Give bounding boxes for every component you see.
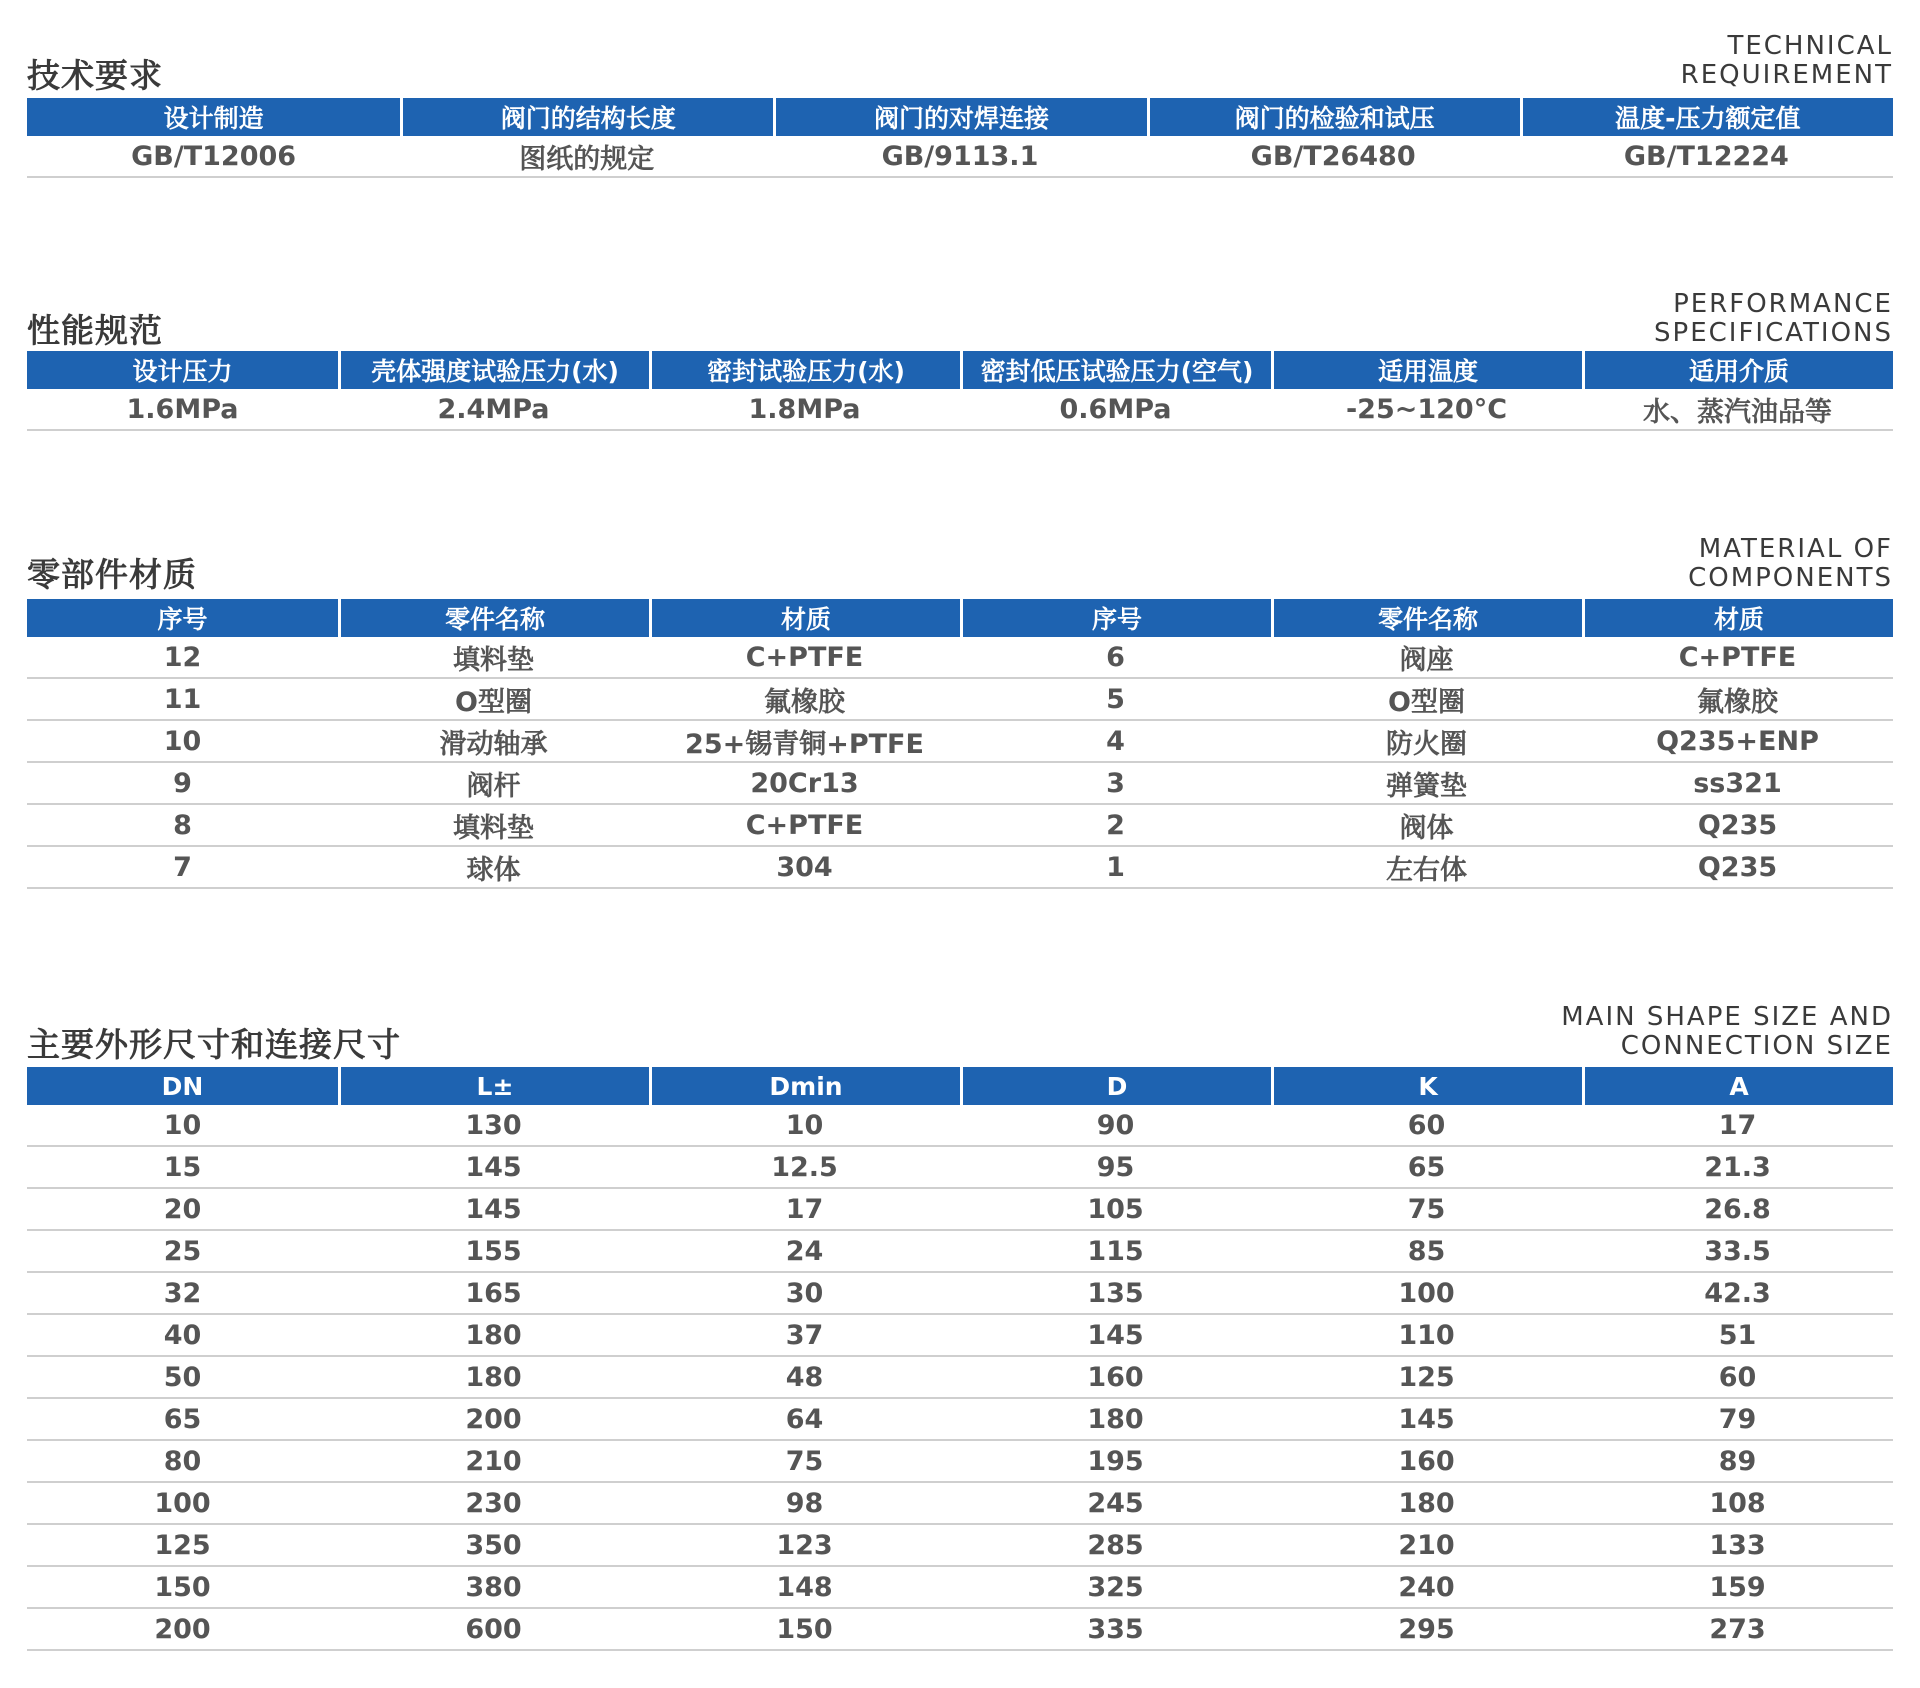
table-cell: 0.6MPa: [960, 389, 1271, 431]
table-cell: 304: [649, 847, 960, 889]
table-cell: 210: [338, 1441, 649, 1483]
section-title-en-line1: MATERIAL OF: [1698, 534, 1893, 564]
header-cell: A: [1582, 1067, 1893, 1105]
table-cell: 26.8: [1582, 1189, 1893, 1231]
section-title-zh: 主要外形尺寸和连接尺寸: [27, 1025, 401, 1064]
table-cell: C+PTFE: [649, 637, 960, 679]
table-row: [27, 1105, 1893, 1147]
header-cell: 适用温度: [1271, 351, 1582, 389]
table-cell: 图纸的规定: [400, 136, 773, 178]
table-header-row: [27, 599, 1893, 637]
table-cell: 8: [27, 805, 338, 847]
material-table-body: [27, 637, 1893, 889]
table-cell: 12: [27, 637, 338, 679]
table-cell: Q235: [1582, 847, 1893, 889]
table-cell: 295: [1271, 1609, 1582, 1651]
table-cell: 32: [27, 1273, 338, 1315]
header-cell: 密封低压试验压力(空气): [960, 351, 1271, 389]
table-row: [27, 1609, 1893, 1651]
table-cell: 180: [1271, 1483, 1582, 1525]
table-cell: 125: [27, 1525, 338, 1567]
section-title-en-line2: REQUIREMENT: [1680, 60, 1893, 90]
table-cell: 氟橡胶: [649, 679, 960, 721]
table-cell: 滑动轴承: [338, 721, 649, 763]
table-row: [27, 136, 1893, 178]
table-cell: 65: [1271, 1147, 1582, 1189]
header-cell: 材质: [1582, 599, 1893, 637]
table-cell: 10: [649, 1105, 960, 1147]
table-cell: 2.4MPa: [338, 389, 649, 431]
table-cell: Q235+ENP: [1582, 721, 1893, 763]
table-row: [27, 763, 1893, 805]
header-cell: 序号: [27, 599, 338, 637]
header-cell: 密封试验压力(水): [649, 351, 960, 389]
table-cell: 5: [960, 679, 1271, 721]
table-cell: 阀杆: [338, 763, 649, 805]
header-cell: 适用介质: [1582, 351, 1893, 389]
section-title-en-line2: COMPONENTS: [1688, 563, 1893, 593]
table-cell: 145: [960, 1315, 1271, 1357]
section-title-en: [1688, 535, 1893, 593]
table-cell: 25+锡青铜+PTFE: [649, 721, 960, 763]
table-cell: GB/T12224: [1520, 136, 1893, 178]
table-cell: 阀座: [1271, 637, 1582, 679]
header-cell: 阀门的检验和试压: [1147, 98, 1520, 136]
section-title-en-line2: SPECIFICATIONS: [1654, 318, 1893, 348]
table-cell: 380: [338, 1567, 649, 1609]
table-cell: 150: [27, 1567, 338, 1609]
table-cell: 135: [960, 1273, 1271, 1315]
table-cell: 弹簧垫: [1271, 763, 1582, 805]
table-cell: C+PTFE: [1582, 637, 1893, 679]
table-row: [27, 679, 1893, 721]
table-cell: O型圈: [1271, 679, 1582, 721]
table-cell: 21.3: [1582, 1147, 1893, 1189]
table-cell: 填料垫: [338, 637, 649, 679]
table-cell: 75: [1271, 1189, 1582, 1231]
table-row: [27, 847, 1893, 889]
header-cell: 壳体强度试验压力(水): [338, 351, 649, 389]
table-cell: 180: [338, 1315, 649, 1357]
performance-specifications-table: [27, 351, 1893, 431]
table-cell: 130: [338, 1105, 649, 1147]
table-header-row: [27, 98, 1893, 136]
table-row: [27, 389, 1893, 431]
table-cell: 20Cr13: [649, 763, 960, 805]
table-cell: 89: [1582, 1441, 1893, 1483]
header-cell: 序号: [960, 599, 1271, 637]
table-cell: 64: [649, 1399, 960, 1441]
table-cell: 75: [649, 1441, 960, 1483]
table-cell: 95: [960, 1147, 1271, 1189]
header-cell: L±: [338, 1067, 649, 1105]
dims-table-body: [27, 1105, 1893, 1651]
table-header-row: [27, 351, 1893, 389]
table-cell: 90: [960, 1105, 1271, 1147]
table-cell: 125: [1271, 1357, 1582, 1399]
table-cell: 123: [649, 1525, 960, 1567]
table-row: [27, 1567, 1893, 1609]
table-cell: 148: [649, 1567, 960, 1609]
header-cell: 阀门的结构长度: [400, 98, 773, 136]
main-shape-size-table: [27, 1067, 1893, 1651]
table-cell: Q235: [1582, 805, 1893, 847]
table-cell: 100: [1271, 1273, 1582, 1315]
table-row: [27, 1231, 1893, 1273]
table-cell: 球体: [338, 847, 649, 889]
table-cell: 133: [1582, 1525, 1893, 1567]
table-cell: 600: [338, 1609, 649, 1651]
table-cell: 33.5: [1582, 1231, 1893, 1273]
table-cell: 30: [649, 1273, 960, 1315]
table-cell: 160: [960, 1357, 1271, 1399]
section-title-en-line1: MAIN SHAPE SIZE AND: [1561, 1002, 1893, 1032]
table-row: [27, 637, 1893, 679]
table-cell: 200: [27, 1609, 338, 1651]
table-cell: 240: [1271, 1567, 1582, 1609]
table-cell: 230: [338, 1483, 649, 1525]
table-cell: -25~120°C: [1271, 389, 1582, 431]
table-row: [27, 1315, 1893, 1357]
table-cell: 145: [338, 1147, 649, 1189]
table-row: [27, 1399, 1893, 1441]
table-cell: 37: [649, 1315, 960, 1357]
header-cell: D: [960, 1067, 1271, 1105]
table-cell: 1.6MPa: [27, 389, 338, 431]
table-cell: 51: [1582, 1315, 1893, 1357]
table-row: [27, 1273, 1893, 1315]
table-cell: 65: [27, 1399, 338, 1441]
table-cell: 17: [1582, 1105, 1893, 1147]
table-cell: 10: [27, 1105, 338, 1147]
table-cell: 氟橡胶: [1582, 679, 1893, 721]
table-cell: 180: [960, 1399, 1271, 1441]
section-title-en: [1561, 1003, 1893, 1061]
section-title-zh: 零部件材质: [27, 555, 197, 594]
table-row: [27, 1483, 1893, 1525]
table-cell: 79: [1582, 1399, 1893, 1441]
table-row: [27, 1357, 1893, 1399]
table-cell: 4: [960, 721, 1271, 763]
header-cell: 温度-压力额定值: [1520, 98, 1893, 136]
table-cell: 20: [27, 1189, 338, 1231]
table-row: [27, 805, 1893, 847]
header-cell: 设计压力: [27, 351, 338, 389]
table-cell: 115: [960, 1231, 1271, 1273]
table-cell: C+PTFE: [649, 805, 960, 847]
section-title-en: [1681, 32, 1893, 90]
section-title-en-line1: PERFORMANCE: [1673, 289, 1893, 319]
table-cell: 180: [338, 1357, 649, 1399]
table-cell: 填料垫: [338, 805, 649, 847]
table-cell: 110: [1271, 1315, 1582, 1357]
table-row: [27, 1441, 1893, 1483]
header-cell: 设计制造: [27, 98, 400, 136]
table-cell: 160: [1271, 1441, 1582, 1483]
header-cell: 阀门的对焊连接: [773, 98, 1146, 136]
header-cell: 零件名称: [338, 599, 649, 637]
table-cell: 17: [649, 1189, 960, 1231]
material-of-components-table: [27, 599, 1893, 889]
table-cell: 200: [338, 1399, 649, 1441]
table-cell: 98: [649, 1483, 960, 1525]
table-cell: 210: [1271, 1525, 1582, 1567]
technical-requirement-table: [27, 98, 1893, 178]
table-cell: 3: [960, 763, 1271, 805]
section-title-zh: 性能规范: [27, 311, 163, 350]
header-cell: 材质: [649, 599, 960, 637]
table-cell: 7: [27, 847, 338, 889]
table-header-row: [27, 1067, 1893, 1105]
table-cell: 150: [649, 1609, 960, 1651]
table-cell: 60: [1271, 1105, 1582, 1147]
section-title-zh: 技术要求: [27, 56, 163, 95]
table-row: [27, 1189, 1893, 1231]
table-cell: 108: [1582, 1483, 1893, 1525]
section-title-en: [1654, 290, 1893, 348]
table-cell: 155: [338, 1231, 649, 1273]
table-cell: GB/T26480: [1147, 136, 1520, 178]
header-cell: 零件名称: [1271, 599, 1582, 637]
table-cell: 165: [338, 1273, 649, 1315]
table-cell: 105: [960, 1189, 1271, 1231]
table-cell: 350: [338, 1525, 649, 1567]
table-cell: 1.8MPa: [649, 389, 960, 431]
header-cell: Dmin: [649, 1067, 960, 1105]
table-cell: 40: [27, 1315, 338, 1357]
table-cell: 325: [960, 1567, 1271, 1609]
table-cell: ss321: [1582, 763, 1893, 805]
table-cell: 1: [960, 847, 1271, 889]
section-main-shape-size: [27, 1003, 1893, 1673]
table-cell: 15: [27, 1147, 338, 1189]
table-cell: GB/9113.1: [773, 136, 1146, 178]
section-title-en-line2: CONNECTION SIZE: [1620, 1031, 1893, 1061]
table-cell: 50: [27, 1357, 338, 1399]
table-cell: 159: [1582, 1567, 1893, 1609]
table-cell: 6: [960, 637, 1271, 679]
table-cell: 24: [649, 1231, 960, 1273]
table-cell: 48: [649, 1357, 960, 1399]
section-title-en-line1: TECHNICAL: [1727, 31, 1893, 61]
table-cell: 10: [27, 721, 338, 763]
table-cell: 145: [1271, 1399, 1582, 1441]
table-cell: O型圈: [338, 679, 649, 721]
table-cell: 防火圈: [1271, 721, 1582, 763]
header-cell: DN: [27, 1067, 338, 1105]
table-cell: 12.5: [649, 1147, 960, 1189]
table-row: [27, 1525, 1893, 1567]
table-cell: 245: [960, 1483, 1271, 1525]
table-cell: 25: [27, 1231, 338, 1273]
table-cell: 100: [27, 1483, 338, 1525]
table-cell: 阀体: [1271, 805, 1582, 847]
table-cell: 80: [27, 1441, 338, 1483]
section-performance-specifications: [27, 290, 1893, 440]
table-cell: 60: [1582, 1357, 1893, 1399]
table-cell: 195: [960, 1441, 1271, 1483]
table-cell: 335: [960, 1609, 1271, 1651]
table-cell: 11: [27, 679, 338, 721]
table-cell: GB/T12006: [27, 136, 400, 178]
table-cell: 水、蒸汽油品等: [1582, 389, 1893, 431]
table-cell: 273: [1582, 1609, 1893, 1651]
header-cell: K: [1271, 1067, 1582, 1105]
table-cell: 左右体: [1271, 847, 1582, 889]
table-row: [27, 721, 1893, 763]
table-cell: 85: [1271, 1231, 1582, 1273]
table-cell: 9: [27, 763, 338, 805]
table-row: [27, 1147, 1893, 1189]
section-technical-requirement: [27, 32, 1893, 192]
table-cell: 42.3: [1582, 1273, 1893, 1315]
table-cell: 145: [338, 1189, 649, 1231]
table-cell: 285: [960, 1525, 1271, 1567]
table-cell: 2: [960, 805, 1271, 847]
section-material-of-components: [27, 535, 1893, 905]
